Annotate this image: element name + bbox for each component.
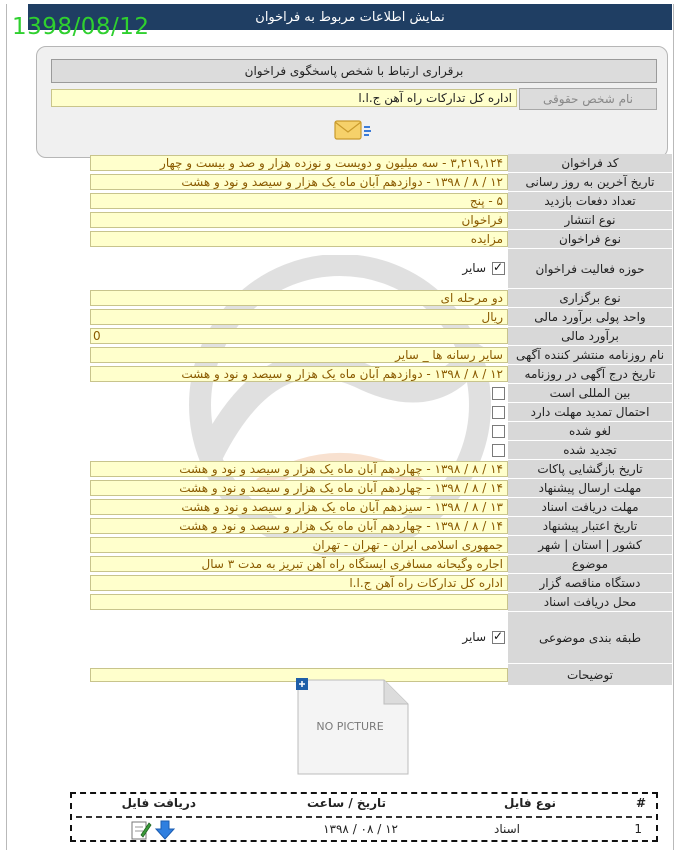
field-international xyxy=(90,384,672,403)
field-label: برآورد مالی xyxy=(508,327,672,346)
activity-options xyxy=(90,249,508,289)
field-subject xyxy=(90,555,672,574)
field-cancelled xyxy=(90,422,672,441)
field-docs-deadline xyxy=(90,498,672,517)
date-stamp: 1398/08/12 xyxy=(12,14,150,40)
field-estimate xyxy=(90,327,672,346)
field-holding-type xyxy=(90,289,672,308)
contact-person-value: اداره کل تدارکات راه آهن ج.ا.ا xyxy=(51,89,517,107)
row-date: ۱۲ / ۰۸ / ۱۳۹۸ xyxy=(323,822,398,836)
field-label: نوع برگزاری xyxy=(508,289,672,308)
field-label: مهلت دریافت اسناد xyxy=(508,498,672,517)
field-label: تاریخ درج آگهی در روزنامه xyxy=(508,365,672,384)
field-value: ۳,۲۱۹,۱۲۴ - سه میلیون و دویست و نوزده هزار و صد و بیست و چهار xyxy=(90,155,508,171)
no-picture-image xyxy=(292,676,414,778)
field-value: ریال xyxy=(90,309,508,325)
field-label: مهلت ارسال پیشنهاد xyxy=(508,479,672,498)
field-value: دو مرحله ای xyxy=(90,290,508,306)
col-download: دریافت فایل xyxy=(121,796,196,810)
field-label: موضوع xyxy=(508,555,672,574)
field-docs-place xyxy=(90,593,672,612)
field-value: ۱۴ / ۸ / ۱۳۹۸ - چهاردهم آبان ماه یک هزار و سیصد و نود و هشت xyxy=(90,480,508,496)
field-label: احتمال تمدید مهلت دارد xyxy=(508,403,672,422)
envelope-icon[interactable] xyxy=(333,117,373,143)
field-value: سایر رسانه ها _ سایر xyxy=(90,347,508,363)
field-label: کشور | استان | شهر xyxy=(508,536,672,555)
field-label: کد فراخوان xyxy=(508,154,672,173)
field-value: اداره کل تدارکات راه آهن ج.ا.ا xyxy=(90,575,508,591)
renewed-checkbox[interactable] xyxy=(492,444,505,457)
field-extension xyxy=(90,403,672,422)
extension-checkbox[interactable] xyxy=(492,406,505,419)
col-file-type: نوع فایل xyxy=(504,796,556,810)
field-organizer xyxy=(90,574,672,593)
field-label: توضیحات xyxy=(508,664,672,686)
row-number: 1 xyxy=(634,822,642,836)
col-date: تاریخ / ساعت xyxy=(306,796,386,810)
field-label: طبقه بندی موضوعی xyxy=(508,612,672,664)
activity-option-label: سایر xyxy=(462,261,486,275)
field-value: ۱۴ / ۸ / ۱۳۹۸ - چهاردهم آبان ماه یک هزار و سیصد و نود و هشت xyxy=(90,518,508,534)
international-checkbox[interactable] xyxy=(492,387,505,400)
field-ad-date xyxy=(90,365,672,384)
field-label: تاریخ بازگشایی پاکات xyxy=(508,460,672,479)
field-value: جمهوری اسلامی ایران - تهران - تهران xyxy=(90,537,508,553)
field-value: ۱۳ / ۸ / ۱۳۹۸ - سیزدهم آبان ماه یک هزار و سیصد و نود و هشت xyxy=(90,499,508,515)
field-value: ۱۲ / ۸ / ۱۳۹۸ - دوازدهم آبان ماه یک هزار و سیصد و نود و هشت xyxy=(90,366,508,382)
field-currency xyxy=(90,308,672,327)
field-category xyxy=(90,612,672,664)
field-publish-type xyxy=(90,211,672,230)
field-validity-date xyxy=(90,517,672,536)
field-label: نام روزنامه منتشر کننده آگهی xyxy=(508,346,672,365)
contact-title-text: برقراری ارتباط با شخص پاسخگوی فراخوان xyxy=(244,64,464,78)
download-arrow-icon[interactable] xyxy=(154,819,176,841)
field-label: نوع انتشار xyxy=(508,211,672,230)
field-newspaper xyxy=(90,346,672,365)
field-activity xyxy=(90,249,672,289)
col-number: # xyxy=(635,796,646,810)
table-row xyxy=(72,822,656,840)
field-label: محل دریافت اسناد xyxy=(508,593,672,612)
page-title: نمایش اطلاعات مربوط به فراخوان xyxy=(255,9,445,25)
field-label: تجدید شده xyxy=(508,441,672,460)
table-divider xyxy=(76,816,652,818)
field-value: 0 xyxy=(90,328,508,344)
files-table-header xyxy=(72,796,656,814)
field-last-update xyxy=(90,173,672,192)
field-renewed xyxy=(90,441,672,460)
field-value: فراخوان xyxy=(90,212,508,228)
category-options xyxy=(90,612,508,664)
field-label: تاریخ آخرین به روز رسانی xyxy=(508,173,672,192)
field-submit-deadline xyxy=(90,479,672,498)
row-file-type: اسناد xyxy=(493,822,520,836)
field-label: بین المللی است xyxy=(508,384,672,403)
field-label: تاریخ اعتبار پیشنهاد xyxy=(508,517,672,536)
field-location xyxy=(90,536,672,555)
field-label: حوزه فعالیت فراخوان xyxy=(508,249,672,289)
contact-person-label-text: نام شخص حقوقی xyxy=(543,92,633,106)
edit-document-icon[interactable] xyxy=(130,819,152,841)
field-opening-date xyxy=(90,460,672,479)
field-value xyxy=(90,594,508,610)
field-visits xyxy=(90,192,672,211)
files-table xyxy=(70,792,658,842)
contact-box xyxy=(36,46,668,158)
field-label: تعداد دفعات بازدید xyxy=(508,192,672,211)
field-code xyxy=(90,154,672,173)
cancelled-checkbox[interactable] xyxy=(492,425,505,438)
category-checkbox[interactable] xyxy=(492,631,505,644)
field-label: لغو شده xyxy=(508,422,672,441)
contact-person-label xyxy=(519,88,657,110)
field-value: ۱۴ / ۸ / ۱۳۹۸ - چهاردهم آبان ماه یک هزار و سیصد و نود و هشت xyxy=(90,461,508,477)
field-label: واحد پولی برآورد مالی xyxy=(508,308,672,327)
no-picture-text: NO PICTURE xyxy=(316,720,384,733)
field-value: ۵ - پنج xyxy=(90,193,508,209)
activity-checkbox[interactable] xyxy=(492,262,505,275)
field-label: نوع فراخوان xyxy=(508,230,672,249)
field-value: ۱۲ / ۸ / ۱۳۹۸ - دوازدهم آبان ماه یک هزار و سیصد و نود و هشت xyxy=(90,174,508,190)
category-option-label: سایر xyxy=(462,630,486,644)
field-call-type xyxy=(90,230,672,249)
field-value: مزایده xyxy=(90,231,508,247)
contact-title xyxy=(51,59,657,83)
field-value: اجاره وگیحانه مسافری ایستگاه راه آهن تبریز به مدت ۳ سال xyxy=(90,556,508,572)
field-label: دستگاه مناقصه گزار xyxy=(508,574,672,593)
